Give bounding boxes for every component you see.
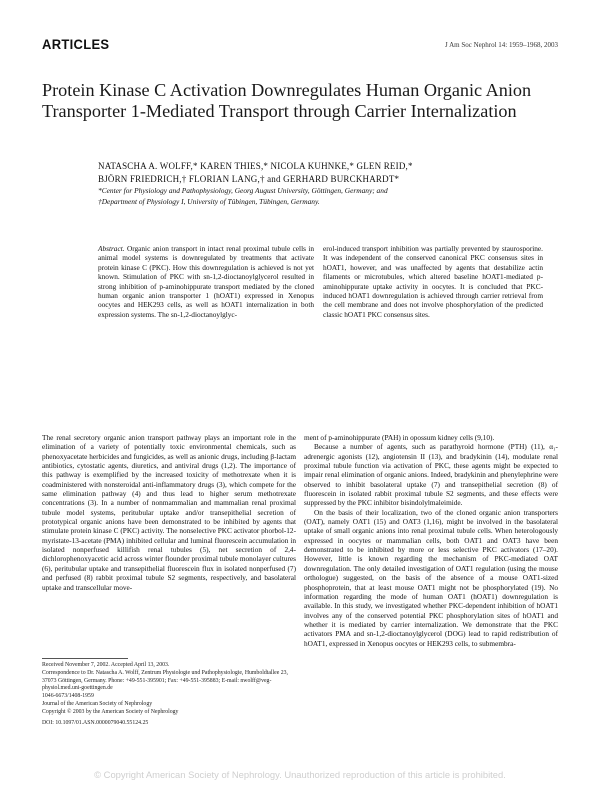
author-line: NATASCHA A. WOLFF,* KAREN THIES,* NICOLA KUHNKE,* GLEN REID,* — [98, 161, 413, 171]
copyright-line: Copyright © 2003 by the American Society of Nephrology — [42, 708, 179, 715]
footnotes — [42, 662, 296, 727]
paragraph: ment of p-aminohippurate (PAH) in opossum kidney cells (9,10). — [304, 433, 495, 442]
journal-citation: J Am Soc Nephrol 14: 1959–1968, 2003 — [445, 41, 558, 49]
author-line: BJÖRN FRIEDRICH,† FLORIAN LANG,† and GERHARD BURCKHARDT* — [98, 173, 400, 184]
affiliation-line: *Center for Physiology and Pathophysiology, Georg August University, Göttingen, Germany; and — [98, 186, 388, 195]
abstract-text: Organic anion transport in intact renal proximal tubule cells in animal model systems is downregulated by treatments that activate protein kinase C (PKC). How this downregulation is achieved is not yet known. Stimulation of PKC with sn-1,2-dioctanoylglycerol resulted in strong inhibition of p-aminohippurate transport mediated by the cloned human organic anion transporter 1 (hOAT1) expressed in Xenopus oocytes and HEK293 cells, as well as hOAT1 internalization in both expression systems. The sn-1,2-dioctanoylglyc- — [98, 244, 314, 319]
issn: 1046-6673/1408-1959 — [42, 693, 94, 700]
journal-name: Journal of the American Society of Nephrology — [42, 700, 153, 707]
paragraph: On the basis of their localization, two of the cloned organic anion transporters (OAT), namely OAT1 (15) and OAT3 (1,16), might be involved in the basolateral uptake of small organic anions into renal proximal tubule cells. When heterologously expressed in oocytes or mammalian cells, both OAT1 and OAT3 have been demonstrated to be inhibited by more or less selective PKC activators (17–20). However, little is known regarding the mechanism of PKC-mediated OAT downregulation. The only detailed investigation of OAT1 regulation (using the mouse orthologue) suggested, on the basis of the absence of a mouse OAT1-sized phosphoprotein, that at least mouse OAT1 might not be phosphorylated (19). No information regarding the mode of human OAT1 (hOAT1) downregulation is available. In this study, we investigated whether PKC-dependent inhibition of hOAT1 involves any of the conserved potential PKC phosphorylation sites of hOAT1 and whether it is mediated by carrier internalization. We demonstrate that the PKC activators PMA and sn-1,2-dioctanoylglycerol (DOG) lead to rapid redistribution of hOAT1, expressed in Xenopus oocytes or HEK293 cells, to submembra- — [304, 507, 558, 648]
author-list — [98, 160, 538, 185]
article-title: Protein Kinase C Activation Downregulates Human Organic Anion Transporter 1-Mediated Transport through Carrier Internalization — [42, 80, 532, 121]
affiliation-line: †Department of Physiology I, University of Tübingen, Tübingen, Germany. — [98, 197, 320, 206]
correspondence: Correspondence to Dr. Natascha A. Wolff, Zentrum Physiologie und Pathophysiologie, Humboldtallee 23, 37073 Göttingen, Germany. Phone: +49-551-395901; Fax: +49-551-395883; E-mail: nwolff@veg-physiol.med.uni-goettingen.de — [42, 669, 288, 692]
paragraph: The renal secretory organic anion transport pathway plays an important role in the elimination of a variety of potentially toxic environmental chemicals, such as phenoxyacetate herbicides and fungicides, as well as anionic drugs, including β-lactam antibiotics, cytostatic agents, diuretics, and antiviral drugs (1,2). The importance of this pathway is exemplified by the increased toxicity of methotrexate when it is coadministered with nonsteroidal anti-inflammatory drugs (3), which compete for the same elimination pathway (4) and thus lead to higher serum methotrexate concentrations (3). In a number of nonmammalian and mammalian renal proximal tubule model systems, peritubular uptake and/or transepithelial secretion of prototypical organic anions have been demonstrated to be inhibited by agents that stimulate protein kinase C (PKC) activity. The nonselective PKC activator phorbol-12-myristate-13-acetate (PMA) inhibited cellular and luminal fluorescein accumulation in isolated nonperfused killifish renal tubules (5), net secretion of 2,4-dichlorophenoxyacetic acid across winter flounder proximal tubule monolayer cultures (6), peritubular uptake and transepithelial fluorescein flux in isolated nonperfused (7) and perfused (8) rabbit proximal tubule S2 segments, respectively, and basolateral uptake and transcellular move- — [42, 433, 296, 592]
abstract-right-column — [323, 244, 543, 319]
body-right-column — [304, 433, 558, 648]
body-left-column — [42, 433, 296, 592]
paragraph: Because a number of agents, such as parathyroid hormone (PTH) (11), α₁-adrenergic agonists (12), angiotensin II (13), and bradykinin (14), modulate renal proximal tubule function via activation of PKC, these agents might be expected to impair renal elimination of organic anions. Indeed, bradykinin and phenylephrine were observed to inhibit basolateral uptake (7) and transepithelial secretion (8) of fluorescein in isolated rabbit proximal tubule S2 segments, and these effects were suppressed by the PKC inhibitor bisindolylmaleimide. — [304, 442, 558, 508]
footnote-divider — [42, 658, 128, 659]
section-label: ARTICLES — [42, 36, 110, 53]
abstract-label: Abstract. — [98, 244, 125, 253]
affiliations — [98, 185, 558, 207]
received-dates: Received November 7, 2002. Accepted April 13, 2003. — [42, 662, 170, 668]
copyright-watermark: © Copyright American Society of Nephrology. Unauthorized reproduction of this article is prohibited. — [94, 769, 506, 780]
abstract-text: erol-induced transport inhibition was partially prevented by staurosporine. It was independent of the conserved canonical PKC consensus sites in hOAT1, however, and was unaffected by agents that destabilize actin filaments or microtubules, which altered baseline hOAT1-mediated p-aminohippurate uptake activity in oocytes. It is concluded that PKC-induced hOAT1 downregulation is achieved through carrier retrieval from the cell membrane and does not involve phosphorylation of the predicted classic hOAT1 PKC consensus sites. — [323, 244, 543, 319]
doi: DOI: 10.1097/01.ASN.0000079040.55124.25 — [42, 719, 149, 726]
abstract-left-column — [98, 244, 314, 319]
